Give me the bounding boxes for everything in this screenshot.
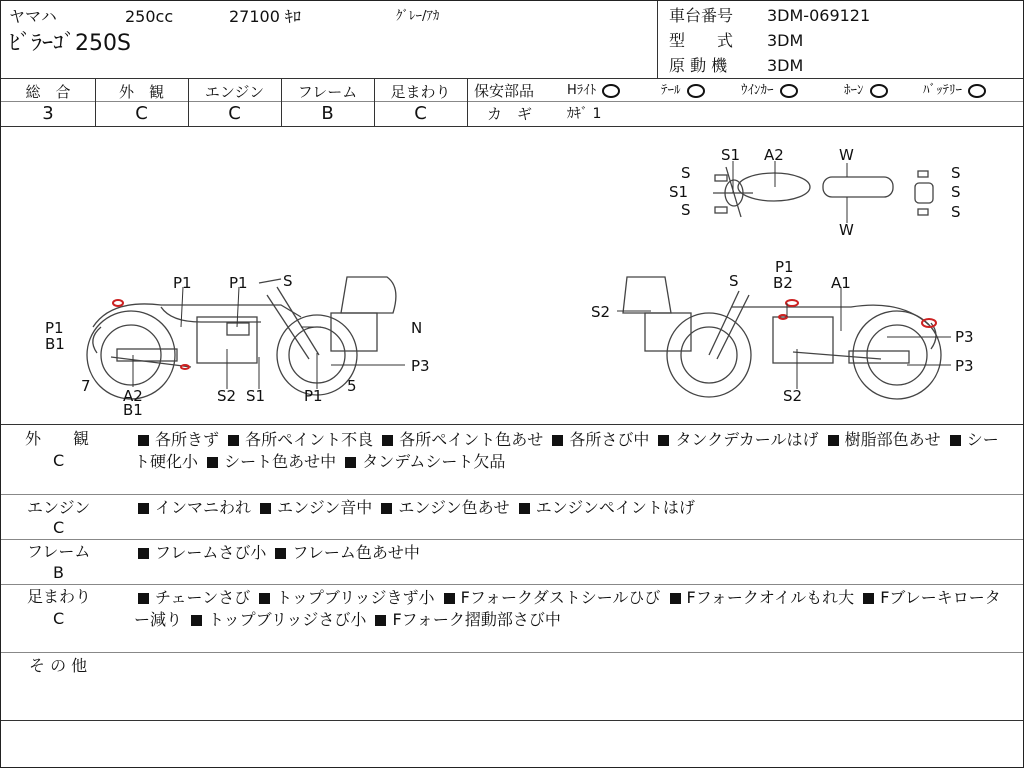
- finding-item: シート硬化小: [134, 430, 999, 471]
- bullet-icon: [228, 435, 239, 446]
- key-label: カ ギ: [487, 105, 533, 123]
- displacement: 250cc: [125, 7, 174, 26]
- rule: [1, 101, 467, 102]
- rule: [467, 78, 468, 126]
- bullet-icon: [345, 457, 356, 468]
- right-side-bike: [623, 277, 941, 399]
- bullet-icon: [444, 593, 455, 604]
- label-B1: B1: [123, 401, 143, 419]
- label-5: 5: [347, 377, 357, 395]
- bullet-icon: [375, 615, 386, 626]
- safety-item-headlight: Hﾗｲﾄ: [567, 81, 620, 101]
- finding-item: Fフォークダストシールひび: [460, 588, 661, 607]
- rule: [1, 652, 1023, 653]
- rating-value-total: 3: [42, 103, 54, 124]
- finding-item: 樹脂部色あせ: [844, 430, 941, 449]
- label-W: W: [839, 221, 854, 239]
- type-label: 型 式: [669, 31, 734, 50]
- label-S2: S2: [783, 387, 803, 405]
- detail-grade-suspension: C: [53, 609, 65, 628]
- safety-label: 保安部品: [474, 82, 535, 100]
- label-S2: S2: [591, 303, 611, 321]
- label-P1: P1: [45, 319, 64, 337]
- bullet-icon: [259, 593, 270, 604]
- finding-item: エンジン音中: [277, 498, 373, 517]
- bullet-icon: [519, 503, 530, 514]
- label-7: 7: [81, 377, 91, 395]
- label-P1: P1: [304, 387, 323, 405]
- finding-item: 各所きず: [155, 430, 220, 449]
- rule: [1, 720, 1023, 721]
- bullet-icon: [950, 435, 961, 446]
- label-S1-top: S1: [721, 146, 741, 164]
- detail-list-exterior: [134, 429, 1014, 473]
- rule: [1, 78, 1023, 79]
- detail-grade-exterior: C: [53, 451, 65, 470]
- rule: [1, 584, 1023, 585]
- detail-label-exterior: 外 観: [25, 429, 90, 448]
- label-P1: P1: [775, 258, 794, 276]
- detail-grade-engine: C: [53, 518, 65, 537]
- engine-label: 原 動 機: [669, 56, 728, 75]
- key-value: ｶｷﾞ 1: [567, 106, 602, 122]
- finding-item: タンクデカールはげ: [675, 430, 819, 449]
- label-S1: S1: [246, 387, 266, 405]
- label-S: S: [951, 203, 961, 221]
- bullet-icon: [138, 548, 149, 559]
- label-P3: P3: [955, 328, 974, 346]
- finding-item: チェーンさび: [155, 588, 251, 607]
- finding-item: シート色あせ中: [224, 452, 337, 471]
- label-P3: P3: [411, 357, 430, 375]
- label-A1: A1: [831, 274, 851, 292]
- finding-item: フレーム色あせ中: [292, 543, 420, 562]
- label-P1: P1: [229, 274, 248, 292]
- rating-label-engine: エンジン: [204, 83, 265, 101]
- model-name: ﾋﾞﾗｰｺﾞ250S: [9, 31, 131, 56]
- label-S2: S2: [217, 387, 237, 405]
- detail-label-suspension: 足まわり: [27, 587, 92, 606]
- finding-item: エンジンペイントはげ: [535, 498, 695, 517]
- label-B1: B1: [45, 335, 65, 353]
- rating-label-frame: フレーム: [297, 83, 358, 101]
- label-S: S: [681, 164, 691, 182]
- ok-circle-icon: [602, 84, 620, 98]
- damage-mark: [113, 300, 123, 306]
- maker: ヤマハ: [9, 7, 57, 26]
- rating-value-engine: C: [228, 103, 241, 124]
- ok-circle-icon: [968, 84, 986, 98]
- frame-no: 3DM-069121: [767, 6, 871, 25]
- rule: [467, 101, 1023, 102]
- label-S: S: [951, 183, 961, 201]
- bullet-icon: [828, 435, 839, 446]
- safety-item-horn: ﾎｰﾝ: [844, 81, 888, 101]
- label-S: S: [283, 272, 293, 290]
- label-S1: S1: [669, 183, 689, 201]
- damage-mark: [786, 300, 798, 306]
- rating-label-exterior: 外 観: [118, 83, 164, 101]
- bullet-icon: [260, 503, 271, 514]
- rule: [1, 539, 1023, 540]
- damage-diagram: [1, 127, 1023, 424]
- safety-item-winker: ｳｲﾝｶｰ: [741, 81, 798, 101]
- bullet-icon: [381, 503, 392, 514]
- label-N: N: [411, 319, 423, 337]
- bullet-icon: [138, 435, 149, 446]
- finding-item: 各所さび中: [569, 430, 650, 449]
- bullet-icon: [658, 435, 669, 446]
- detail-grade-frame: B: [53, 563, 64, 582]
- finding-item: 各所ペイント不良: [245, 430, 374, 449]
- bullet-icon: [863, 593, 874, 604]
- label-P3: P3: [955, 357, 974, 375]
- mileage: 27100 ｷﾛ: [229, 7, 301, 26]
- rating-value-exterior: C: [135, 103, 148, 124]
- label-S: S: [951, 164, 961, 182]
- detail-list-engine: [134, 497, 1014, 519]
- label-B2: B2: [773, 274, 793, 292]
- rating-label-suspension: 足まわり: [390, 83, 451, 101]
- safety-item-tail: ﾃｰﾙ: [661, 81, 705, 101]
- detail-label-frame: フレーム: [27, 542, 91, 561]
- label-A2-top: A2: [764, 146, 784, 164]
- engine-value: 3DM: [767, 56, 804, 75]
- finding-item: 各所ペイント色あせ: [399, 430, 544, 449]
- rating-value-frame: B: [321, 103, 334, 124]
- label-A2: A2: [123, 387, 143, 405]
- label-S: S: [729, 272, 739, 290]
- bullet-icon: [191, 615, 202, 626]
- detail-list-frame: [134, 542, 1014, 564]
- ok-circle-icon: [687, 84, 705, 98]
- rule: [1, 494, 1023, 495]
- bullet-icon: [207, 457, 218, 468]
- finding-item: タンデムシート欠品: [362, 452, 506, 471]
- detail-label-other: そ の 他: [29, 656, 88, 675]
- rating-value-suspension: C: [414, 103, 427, 124]
- rule: [657, 1, 658, 78]
- label-W-top: W: [839, 146, 854, 164]
- bullet-icon: [138, 503, 149, 514]
- bullet-icon: [138, 593, 149, 604]
- damage-mark: [922, 319, 936, 327]
- finding-item: エンジン色あせ: [398, 498, 510, 517]
- bullet-icon: [670, 593, 681, 604]
- label-S: S: [681, 201, 691, 219]
- rule: [1, 424, 1023, 425]
- finding-item: トップブリッジきず小: [276, 588, 435, 607]
- bullet-icon: [552, 435, 563, 446]
- finding-item: インマニわれ: [155, 498, 252, 517]
- ok-circle-icon: [870, 84, 888, 98]
- finding-item: トップブリッジさび小: [208, 610, 367, 629]
- top-view-bike: [713, 167, 933, 217]
- type-value: 3DM: [767, 31, 804, 50]
- finding-item: Fブレーキローター減り: [134, 588, 1001, 629]
- detail-label-engine: エンジン: [27, 498, 91, 517]
- rating-label-total: 総 合: [25, 83, 71, 101]
- ok-circle-icon: [780, 84, 798, 98]
- detail-list-suspension: [134, 587, 1014, 631]
- finding-item: Fフォーク摺動部さび中: [392, 610, 561, 629]
- label-P1: P1: [173, 274, 192, 292]
- safety-item-battery: ﾊﾞｯﾃﾘｰ: [923, 81, 986, 101]
- bullet-icon: [275, 548, 286, 559]
- color: ｸﾞﾚｰ/ｱｶ: [396, 9, 440, 24]
- finding-item: Fフォークオイルもれ大: [686, 588, 855, 607]
- frame-no-label: 車台番号: [669, 6, 734, 25]
- bullet-icon: [382, 435, 393, 446]
- finding-item: フレームさび小: [155, 543, 267, 562]
